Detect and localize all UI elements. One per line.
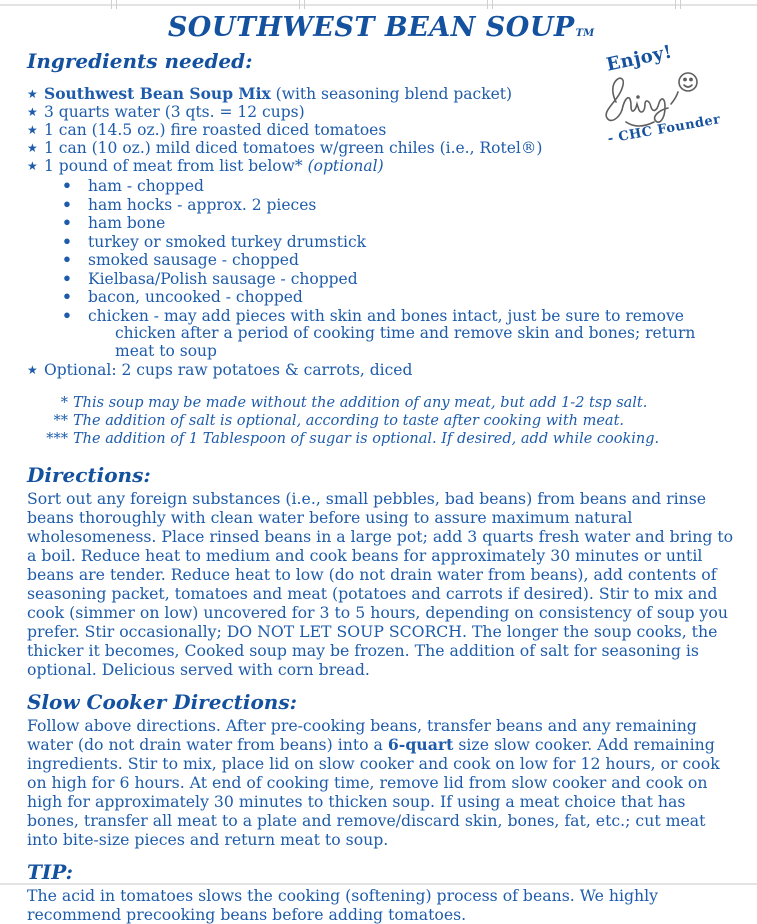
meat-option-item	[27, 251, 739, 270]
page-title	[23, 12, 739, 43]
title-text: SOUTHWEST BEAN SOUP	[167, 12, 575, 43]
slow-cooker-body	[27, 716, 739, 849]
meat-option-item	[27, 307, 739, 361]
dot-bullet-icon: •	[62, 250, 72, 269]
trademark-symbol: TM	[575, 28, 595, 39]
scan-artifact-tick	[111, 0, 117, 9]
meat-option-text: Kielbasa/Polish sausage - chopped	[88, 269, 358, 288]
dot-bullet-icon: •	[62, 176, 72, 195]
dot-bullet-icon: •	[62, 231, 72, 251]
meat-option-text: ham bone	[88, 214, 166, 232]
meat-option-item	[27, 270, 739, 289]
slow-cooker-section	[27, 690, 739, 849]
optional-ingredient	[27, 361, 739, 379]
footnote-line	[41, 412, 739, 430]
footnote-line	[41, 430, 739, 448]
dot-bullet-icon: •	[62, 305, 72, 325]
ingredient-text: 3 quarts water (3 qts. = 12 cups)	[44, 103, 305, 121]
meat-option-item	[27, 288, 739, 307]
slow-cooker-heading: Slow Cooker Directions:	[27, 690, 297, 714]
recipe-document	[27, 10, 739, 924]
slow-cooker-text: Follow above directions. After pre-cooking beans, transfer beans and any remaining water (do not drain water from beans) into a	[27, 716, 697, 754]
dot-bullet-icon: •	[62, 213, 72, 232]
meat-option-text: turkey or smoked turkey drumstick	[88, 232, 367, 251]
star-bullet-icon: ★	[27, 141, 38, 155]
star-bullet-icon: ★	[27, 87, 38, 101]
ingredient-item	[27, 361, 739, 379]
slow-cooker-text: size slow cooker. Add remaining ingredients. Stir to mix, place lid on slow cooker and cook on low for 12 hours, or cook on high for 6 hours. At end of cooking time, remove lid from slow cooker and cook on high for approximately 30 minutes to thicken soup. If using a meat choice that has bones, transfer all meat to a plate and remove/discard skin, bones, fat, etc.; cut meat into bite-size pieces and return meat to soup.	[27, 735, 720, 849]
meat-option-item	[27, 233, 739, 252]
slow-cooker-bold-text: 6-quart	[387, 735, 454, 754]
directions-body: Sort out any foreign substances (i.e., small pebbles, bad beans) from beans and rinse beans thoroughly with clean water before using to assure maximum natural wholesomeness. Place rinsed beans in a large pot; add 3 quarts fresh water and bring to a boil. Reduce heat to medium and cook beans for approximately 30 minutes or until beans are tender. Reduce heat to low (do not drain water from beans), add contents of seasoning packet, tomatoes and meat (potatoes and carrots if desired). Stir to mix and cook (simmer on low) uncovered for 3 to 5 hours, depending on consistency of soup you prefer. Stir occasionally; DO NOT LET SOUP SCORCH. The longer the soup cooks, the thicker it becomes, Cooked soup may be frozen. The addition of salt for seasoning is optional. Delicious served with corn bread.	[27, 489, 734, 679]
scan-artifact-tick	[487, 0, 493, 9]
ingredient-text: 1 pound of meat from list below*	[44, 157, 303, 175]
founder-caption: - CHC Founder	[606, 112, 722, 147]
meat-option-item	[27, 196, 739, 215]
meat-option-text: ham hocks - approx. 2 pieces	[88, 195, 317, 214]
scan-artifact-tick	[299, 0, 305, 9]
scan-artifact-tick	[675, 0, 681, 9]
dot-bullet-icon: •	[62, 287, 72, 306]
tip-body: The acid in tomatoes slows the cooking (softening) process of beans. We highly recommend precooking beans before adding tomatoes.	[27, 886, 658, 924]
footnote-marker: *	[60, 395, 68, 411]
ingredients-heading: Ingredients needed:	[27, 49, 253, 73]
footnote-text: The addition of 1 Tablespoon of sugar is optional. If desired, add while cooking.	[73, 431, 660, 447]
star-bullet-icon: ★	[27, 105, 38, 119]
meat-options-list	[27, 177, 739, 360]
footnote-text: The addition of salt is optional, according to taste after cooking with meat.	[73, 413, 625, 429]
ingredient-text: 1 can (10 oz.) mild diced tomatoes w/green chiles (i.e., Rotel®)	[44, 139, 543, 157]
ingredient-text: (with seasoning blend packet)	[270, 85, 513, 103]
footnote-text: This soup may be made without the addition of any meat, but add 1-2 tsp salt.	[73, 395, 648, 411]
meat-option-text: ham - chopped	[88, 177, 204, 195]
tip-section	[27, 860, 739, 924]
dot-bullet-icon: •	[62, 268, 72, 288]
footnotes	[41, 394, 739, 448]
footnote-line	[41, 394, 739, 412]
ingredient-item	[27, 157, 739, 175]
footnote-marker: ***	[46, 431, 68, 447]
star-bullet-icon: ★	[27, 159, 38, 173]
directions-section	[27, 463, 739, 679]
ingredient-bold-text: Southwest Bean Soup Mix	[44, 84, 271, 103]
ingredient-text: Optional: 2 cups raw potatoes & carrots, diced	[44, 361, 413, 379]
directions-heading: Directions:	[27, 463, 151, 487]
meat-option-text: chicken - may add pieces with skin and bones intact, just be sure to remove chicken after a period of cooking time and remove skin and bones; return meat to soup	[88, 306, 696, 360]
ingredient-italic-text: (optional)	[302, 157, 384, 175]
star-bullet-icon: ★	[27, 123, 38, 137]
meat-option-item	[27, 177, 739, 196]
enjoy-note: Enjoy!	[604, 41, 675, 76]
meat-option-text: bacon, uncooked - chopped	[88, 288, 303, 306]
meat-option-text: smoked sausage - chopped	[88, 251, 299, 269]
ingredient-text: 1 can (14.5 oz.) fire roasted diced tomatoes	[44, 121, 387, 139]
tip-heading: TIP:	[27, 860, 73, 884]
star-bullet-icon: ★	[27, 363, 38, 377]
meat-option-item	[27, 214, 739, 233]
footnote-marker: **	[53, 413, 68, 429]
dot-bullet-icon: •	[62, 194, 72, 214]
